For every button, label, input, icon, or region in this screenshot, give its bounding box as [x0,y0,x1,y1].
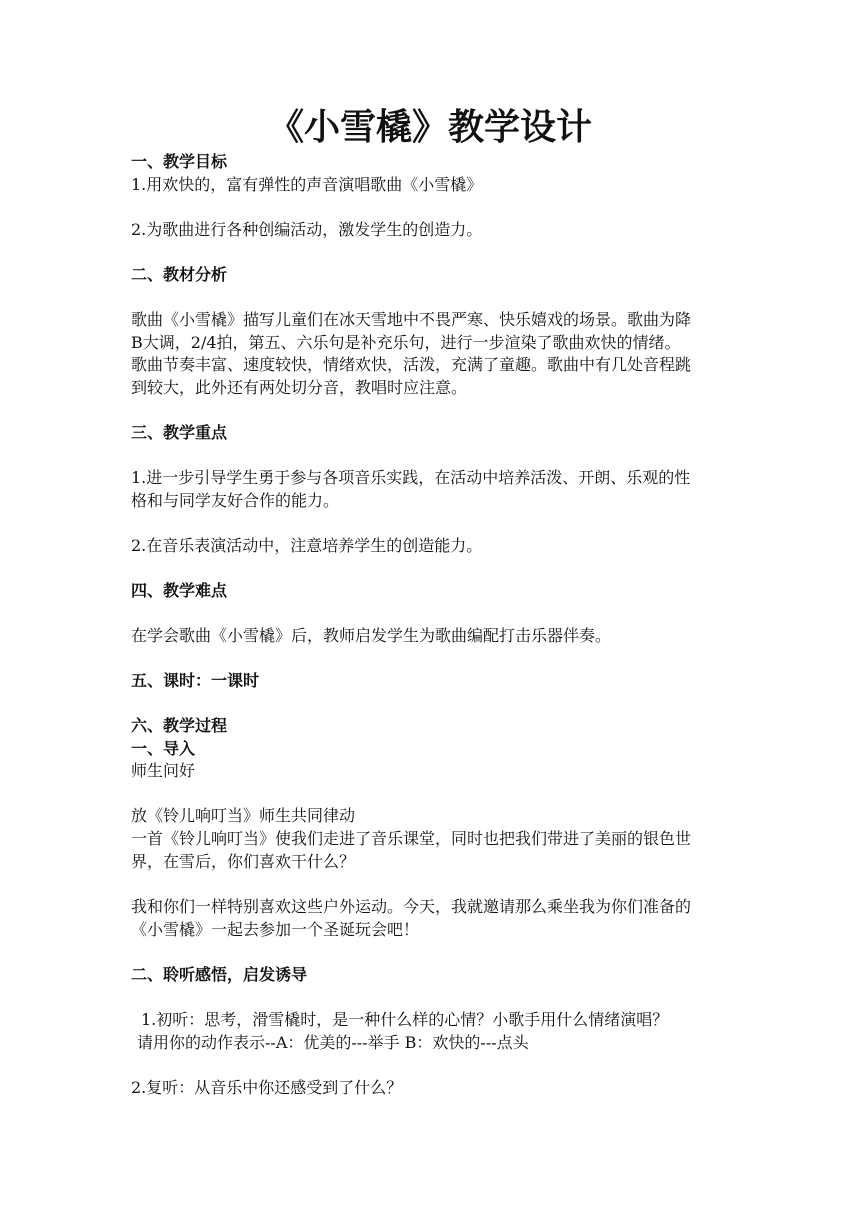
goal-item-1: 1.用欢快的，富有弹性的声音演唱歌曲《小雪橇》 [131,175,483,194]
analysis-line-1: 歌曲《小雪橇》描写儿童们在冰天雪地中不畏严寒、快乐嬉戏的场景。歌曲为降 [131,310,692,329]
key-points-heading: 三、教学重点 [131,423,228,442]
key-point-1-line-1: 1.进一步引导学生勇于参与各项音乐实践，在活动中培养活泼、开朗、乐观的性 [131,468,691,487]
second-listen: 2.复听：从音乐中你还感受到了什么？ [131,1078,403,1097]
document-title: 《小雪橇》教学设计 [267,107,592,148]
intro-para-1-line-1: 一首《铃儿响叮当》使我们走进了音乐课堂，同时也把我们带进了美丽的银色世 [131,829,692,848]
rhythm-text: 放《铃儿响叮当》师生共同律动 [131,806,356,825]
goal-item-2: 2.为歌曲进行各种创编活动，激发学生的创造力。 [131,220,483,239]
intro-para-2-line-1: 我和你们一样特别喜欢这些户外运动。今天，我就邀请那么乘坐我为你们准备的 [131,897,692,916]
intro-para-1-line-2: 界，在雪后，你们喜欢干什么？ [131,852,356,871]
class-hours: 五、课时：一课时 [131,671,260,690]
listen-heading: 二、聆听感悟，启发诱导 [131,965,308,984]
analysis-line-3: 歌曲节奏丰富、速度较快，情绪欢快，活泼，充满了童趣。歌曲中有几处音程跳 [131,355,692,374]
analysis-line-4: 到较大，此外还有两处切分音，教唱时应注意。 [131,378,468,397]
greeting-text: 师生问好 [131,761,196,780]
key-point-1-line-2: 格和与同学友好合作的能力。 [131,491,340,510]
analysis-line-2: B大调，2/4拍，第五、六乐句是补充乐句，进行一步渲染了歌曲欢快的情绪。 [131,333,681,352]
goals-heading: 一、教学目标 [131,152,228,171]
intro-para-2-line-2: 《小雪橇》一起去参加一个圣诞玩会吧！ [131,920,420,939]
difficulties-heading: 四、教学难点 [131,581,228,600]
key-point-2: 2.在音乐表演活动中，注意培养学生的创造能力。 [131,536,483,555]
process-heading: 六、教学过程 [131,716,228,735]
analysis-heading: 二、教材分析 [131,265,228,284]
first-listen-line-2: 请用你的动作表示--A：优美的---举手 B：欢快的---点头 [137,1033,529,1052]
intro-heading: 一、导入 [131,739,196,758]
first-listen-line-1: 1.初听：思考，滑雪橇时，是一种什么样的心情？小歌手用什么情绪演唱？ [141,1010,669,1029]
difficulties-text: 在学会歌曲《小雪橇》后，教师启发学生为歌曲编配打击乐器伴奏。 [131,626,612,645]
